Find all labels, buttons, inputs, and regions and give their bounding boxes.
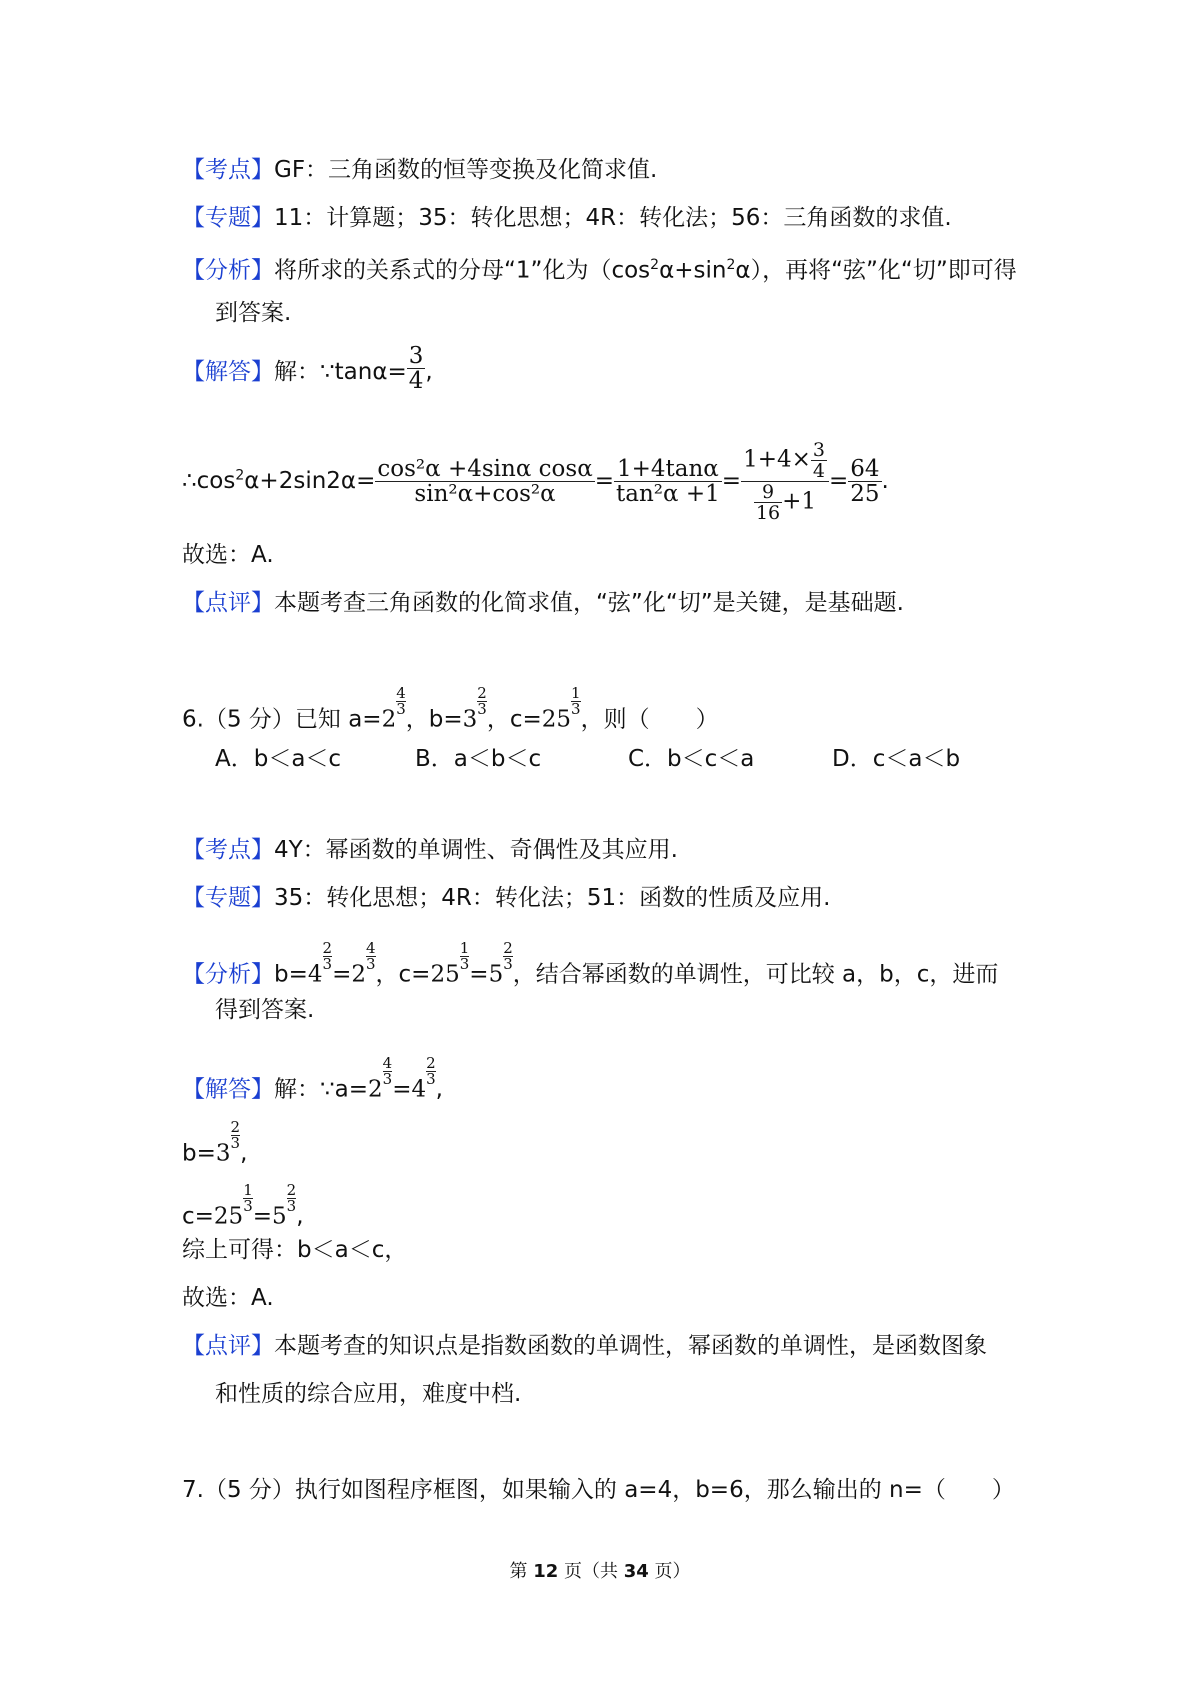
fraction-3: 1+4× $\frac{3}{4}$ $\frac{9}{16}$ +1 xyxy=(741,440,829,523)
kaodian-tag: 【考点】 xyxy=(182,157,274,183)
q6-dianping: 【点评】本题考查的知识点是指数函数的单调性，幂函数的单调性，是函数图象 xyxy=(182,1333,987,1359)
p5-equation: $\therefore\cos^2\alpha+2\sin 2\alpha=$ $\frac{\text{cos²α +4sinα cosα}}{\text{sin²α+cos²α}}$ = $\frac{1+4\tan\alpha}{\text{tan²α +1}}$ = 1+4× $\frac{3}{4}$ $\frac{9}{16}$ +1 = $\frac{64}{25}$ . xyxy=(182,439,889,524)
jieda-tag: 【解答】 xyxy=(182,359,274,385)
dianping-tag: 【点评】 xyxy=(182,590,274,616)
q6-kaodian: 【考点】4Y：幂函数的单调性、奇偶性及其应用. xyxy=(182,837,678,863)
option-b: B．a＜b＜c xyxy=(415,746,542,772)
zhuanti-tag: 【专题】 xyxy=(182,885,274,911)
q6-zongshang: 综上可得：b＜a＜c， xyxy=(182,1237,408,1263)
q6-c-line: c=25 $\frac{1}{3}$ =5 $\frac{2}{3}$ , xyxy=(182,1181,304,1230)
a-power: 2 $\frac{4}{3}$ xyxy=(381,684,406,733)
p5-kaodian: 【考点】GF：三角函数的恒等变换及化简求值. xyxy=(182,157,658,183)
result-fraction: $\frac{64}{25}$ xyxy=(850,456,880,507)
p5-jieda: 【解答】解：∵tanα= $\frac{3}{4}$ , xyxy=(182,343,433,394)
q6-jieda: 【解答】解：∵a=2 $\frac{4}{3}$ =4 $\frac{2}{3}$ , xyxy=(182,1054,443,1103)
tan-fraction: $\frac{3}{4}$ xyxy=(408,343,424,394)
q6-stem: 6.（5 分）已知 a=2 $\frac{4}{3}$ ，b=3 $\frac{2}{3}$ ，c=25 $\frac{1}{3}$ ，则（ ） xyxy=(182,684,719,733)
q6-b-line: b=3 $\frac{2}{3}$ , xyxy=(182,1118,248,1167)
fenxi-tag: 【分析】 xyxy=(182,961,274,988)
fraction-1: $\frac{\text{cos²α +4sinα cosα}}{\text{sin²α+cos²α}}$ xyxy=(377,456,593,507)
dianping-tag: 【点评】 xyxy=(182,1333,274,1359)
p5-fenxi: 【分析】将所求的关系式的分母“1”化为$(\cos^2\alpha+\sin^2\alpha)$，再将“弦”化“切”即可得 xyxy=(182,257,1017,284)
fraction-2: $\frac{1+4\tan\alpha}{\text{tan²α +1}}$ xyxy=(616,456,720,507)
option-d: D．c＜a＜b xyxy=(832,746,961,772)
p5-zhuanti: 【专题】11：计算题；35：转化思想；4R：转化法；56：三角函数的求值. xyxy=(182,205,952,231)
q6-fenxi-cont: 得到答案. xyxy=(215,997,315,1023)
q7-stem: 7.（5 分）执行如图程序框图，如果输入的 a=4，b=6，那么输出的 n=（ ） xyxy=(182,1477,1015,1503)
zhuanti-tag: 【专题】 xyxy=(182,205,274,231)
page-footer: 第 12 页（共 34 页） xyxy=(509,1561,691,1582)
q6-dianping-cont: 和性质的综合应用，难度中档. xyxy=(215,1381,522,1407)
q6-zhuanti: 【专题】35：转化思想；4R：转化法；51：函数的性质及应用. xyxy=(182,885,831,911)
option-c: C．b＜c＜a xyxy=(628,746,755,772)
option-a: A．b＜a＜c xyxy=(215,746,342,772)
p5-dianping: 【点评】本题考查三角函数的化简求值，“弦”化“切”是关键，是基础题. xyxy=(182,590,904,616)
kaodian-tag: 【考点】 xyxy=(182,837,274,863)
jieda-tag: 【解答】 xyxy=(182,1076,274,1103)
p5-fenxi-cont: 到答案. xyxy=(215,300,292,326)
p5-guxuan: 故选：A. xyxy=(182,542,274,568)
fenxi-tag: 【分析】 xyxy=(182,257,274,284)
b-power: 3 $\frac{2}{3}$ xyxy=(462,684,487,733)
q6-fenxi: 【分析】b=4 $\frac{2}{3}$ =2 $\frac{4}{3}$ ，c=25 $\frac{1}{3}$ =5 $\frac{2}{3}$ ，结合幂函数的单调性，可比较 a，b，c，进而 xyxy=(182,939,999,988)
q6-guxuan: 故选：A. xyxy=(182,1285,274,1311)
c-power: 25 $\frac{1}{3}$ xyxy=(541,684,581,733)
